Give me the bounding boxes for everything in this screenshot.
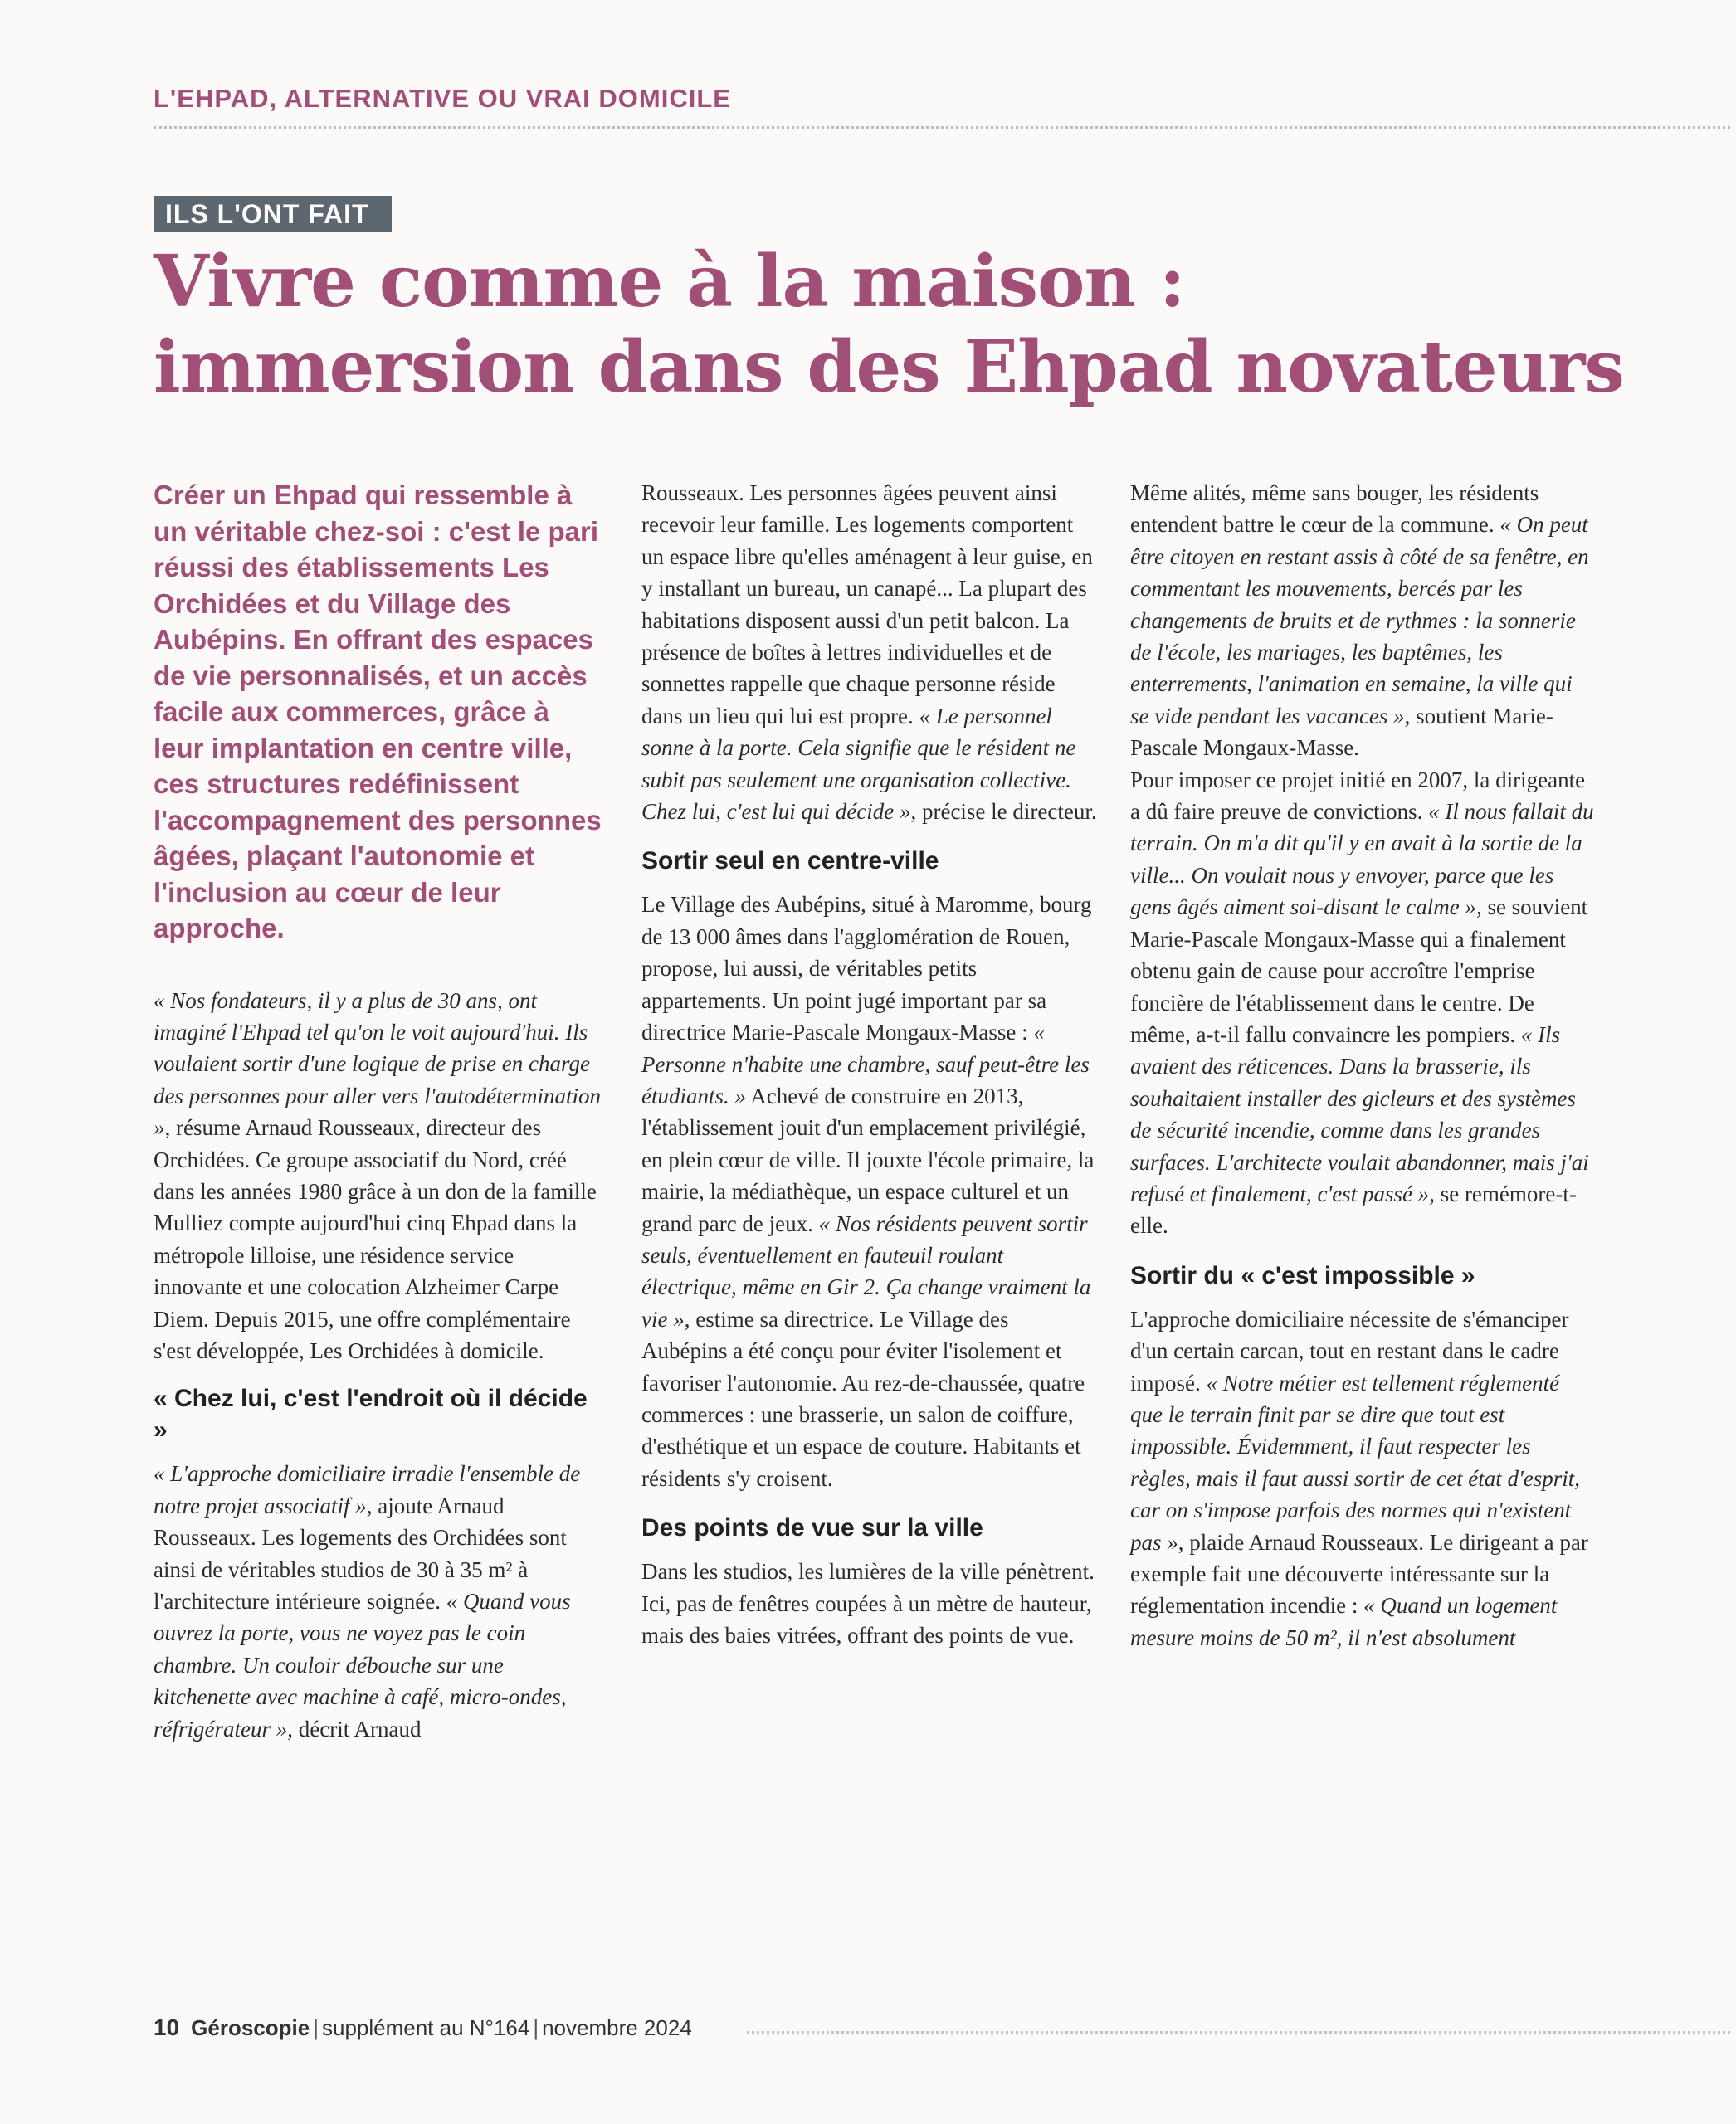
- quote-text: « Quand vous ouvrez la porte, vous ne voyez pas le coin chambre. Un couloir débouche sur une kitchenette avec machine à café, micro-ondes, réfrigérateur »: [154, 1589, 571, 1742]
- quote-text: « Nos fondateurs, il y a plus de 30 ans, ont imaginé l'Ehpad tel qu'on le voit aujourd'hui. Ils voulaient sortir d'une logique de prise en charge des personnes pour aller vers l'autodétermination »: [154, 987, 601, 1141]
- body-text: , se souvient Marie-Pascale Mongaux-Masse qui a finalement obtenu gain de cause pour accroître l'emprise foncière de l'établissement dans le centre. De même, a-t-il fallu convaincre les pompiers.: [1130, 894, 1588, 1047]
- body-paragraph: [154, 985, 606, 1367]
- section-tag: ILS L'ONT FAIT: [154, 196, 392, 232]
- body-text: , décrit Arnaud: [287, 1716, 422, 1742]
- body-text: , précise le directeur.: [910, 799, 1097, 825]
- body-paragraph: [154, 1458, 606, 1745]
- footer-separator: |: [533, 2015, 539, 2040]
- footer-divider: [747, 2031, 1730, 2034]
- quote-text: « Quand un logement mesure moins de 50 m², il n'est absolument: [1130, 1593, 1558, 1650]
- magazine-name: Géroscopie: [191, 2015, 310, 2040]
- body-text: Le Village des Aubépins, situé à Maromme, bourg de 13 000 âmes dans l'agglomération de Rouen, propose, lui aussi, de véritables petits appartements. Un point jugé important par sa directrice Marie-Pascale Mongaux-Masse :: [641, 892, 1092, 1045]
- body-paragraph: [1130, 477, 1595, 764]
- body-paragraph: [641, 1556, 1098, 1651]
- issue-date: novembre 2024: [542, 2015, 692, 2040]
- quote-text: « On peut être citoyen en restant assis à côté de sa fenêtre, en commentant les mouvements, bercés par les changements de bruits et de rythmes : la sonnerie de l'école, les mariages, les baptêmes, les enterrements, l'animation en semaine, la ville qui se vide pendant les vacances »: [1130, 512, 1589, 728]
- quote-text: « Notre métier est tellement réglementé que le terrain finit par se dire que tout est impossible. Évidemment, il faut respecter les règles, mais il faut aussi sortir de cet état d'esprit, car on s'impose parfois des normes qui n'existent pas »: [1130, 1370, 1581, 1555]
- footer-separator: |: [313, 2015, 319, 2040]
- body-text: , ajoute Arnaud Rousseaux. Les logements des Orchidées sont ainsi de véritables studios de 30 à 35 m² à l'architecture intérieure soignée.: [154, 1493, 567, 1614]
- rubric-header: L'EHPAD, ALTERNATIVE OU VRAI DOMICILE: [154, 84, 731, 113]
- article-lede: Créer un Ehpad qui ressemble à un véritable chez-soi : c'est le pari réussi des établissements Les Orchidées et du Village des Aubépins. En offrant des espaces de vie personnalisés, et un accès facile aux commerces, grâce à leur implantation en centre ville, ces structures redéfinissent l'accompagnement des personnes âgées, plaçant l'autonomie et l'inclusion au cœur de leur approche.: [154, 480, 602, 943]
- body-paragraph: [641, 889, 1098, 1494]
- body-text: Dans les studios, les lumières de la ville pénètrent. Ici, pas de fenêtres coupées à un mètre de hauteur, mais des baies vitrées, offrant des points de vue.: [641, 1559, 1095, 1648]
- page-number: 10: [154, 2014, 180, 2040]
- body-text: Même alités, même sans bouger, les résidents entendent battre le cœur de la commune.: [1130, 480, 1539, 538]
- subheading: Des points de vue sur la ville: [641, 1514, 983, 1542]
- issue-info: supplément au N°164: [321, 2015, 530, 2040]
- column-1: [154, 477, 606, 1745]
- body-text: Achevé de construire en 2013, l'établissement jouit d'un emplacement privilégié, en plein cœur de ville. Il jouxte l'école primaire, la mairie, la médiathèque, un espace culturel et un grand parc de jeux.: [641, 1083, 1095, 1236]
- body-text: Rousseaux. Les personnes âgées peuvent ainsi recevoir leur famille. Les logements comportent un espace libre qu'elles aménagent à leur guise, en y installant un bureau, un canapé... La plupart des habitations disposent aussi d'un petit balcon. La présence de boîtes à lettres individuelles et de sonnettes rappelle que chaque personne réside dans un lieu qui lui est propre.: [641, 480, 1093, 728]
- quote-text: « Ils avaient des réticences. Dans la brasserie, ils souhaitaient installer des gicleurs et des systèmes de sécurité incendie, comme dans les grandes surfaces. L'architecte voulait abandonner, mais j'ai refusé et finalement, c'est passé »: [1130, 1021, 1589, 1206]
- body-text: , résume Arnaud Rousseaux, directeur des Orchidées. Ce groupe associatif du Nord, créé dans les années 1980 grâce à un don de la famille Mulliez compte aujourd'hui cinq Ehpad dans la métropole lilloise, une résidence service innovante et une colocation Alzheimer Carpe Diem. Depuis 2015, une offre complémentaire s'est développée, Les Orchidées à domicile.: [154, 1115, 597, 1363]
- subheading: Sortir du « c'est impossible »: [1130, 1261, 1475, 1289]
- body-text: , se remémore-t-elle.: [1130, 1181, 1577, 1239]
- page-footer: [154, 2014, 692, 2041]
- quote-text: « Il nous fallait du terrain. On m'a dit qu'il y en avait à la sortie de la ville... On voulait nous y envoyer, parce que les gens âgés aiment soi-disant le calme »: [1130, 799, 1594, 920]
- title-line-2: immersion dans des Ehpad novateurs: [154, 325, 1624, 409]
- body-paragraph: [641, 477, 1098, 827]
- quote-text: « L'approche domiciliaire irradie l'ensemble de notre projet associatif »: [154, 1461, 581, 1518]
- quote-text: « Nos résidents peuvent sortir seuls, éventuellement en fauteuil roulant électrique, même en Gir 2. Ça change vraiment la vie »: [641, 1211, 1091, 1332]
- quote-text: « Personne n'habite une chambre, sauf peut-être les étudiants. »: [641, 1020, 1090, 1108]
- body-text: , soutient Marie-Pascale Mongaux-Masse.: [1130, 703, 1553, 761]
- column-2: [641, 477, 1098, 1651]
- column-3: [1130, 477, 1595, 1654]
- body-paragraph: [1130, 1303, 1595, 1654]
- subheading: Sortir seul en centre-ville: [641, 847, 939, 875]
- subheading: « Chez lui, c'est l'endroit où il décide »: [154, 1385, 588, 1444]
- title-line-1: Vivre comme à la maison :: [154, 240, 1185, 324]
- body-text: , plaide Arnaud Rousseaux. Le dirigeant a par exemple fait une découverte intéressante sur la réglementation incendie :: [1130, 1529, 1588, 1619]
- body-text: L'approche domiciliaire nécessite de s'émanciper d'un certain carcan, tout en restant dans le cadre imposé.: [1130, 1306, 1569, 1396]
- quote-text: « Le personnel sonne à la porte. Cela signifie que le résident ne subit pas seulement une organisation collective. Chez lui, c'est lui qui décide »: [641, 703, 1076, 825]
- body-text: , estime sa directrice. Le Village des Aubépins a été conçu pour éviter l'isolement et favoriser l'autonomie. Au rez-de-chaussée, quatre commerces : une brasserie, un salon de coiffure, d'esthétique et un espace de couture. Habitants et résidents s'y croisent.: [641, 1306, 1085, 1491]
- body-paragraph: [1130, 764, 1595, 1242]
- body-text: Pour imposer ce projet initié en 2007, la dirigeante a dû faire preuve de convictions.: [1130, 767, 1586, 825]
- rubric-divider: [154, 126, 1730, 129]
- article-title: [154, 239, 1714, 410]
